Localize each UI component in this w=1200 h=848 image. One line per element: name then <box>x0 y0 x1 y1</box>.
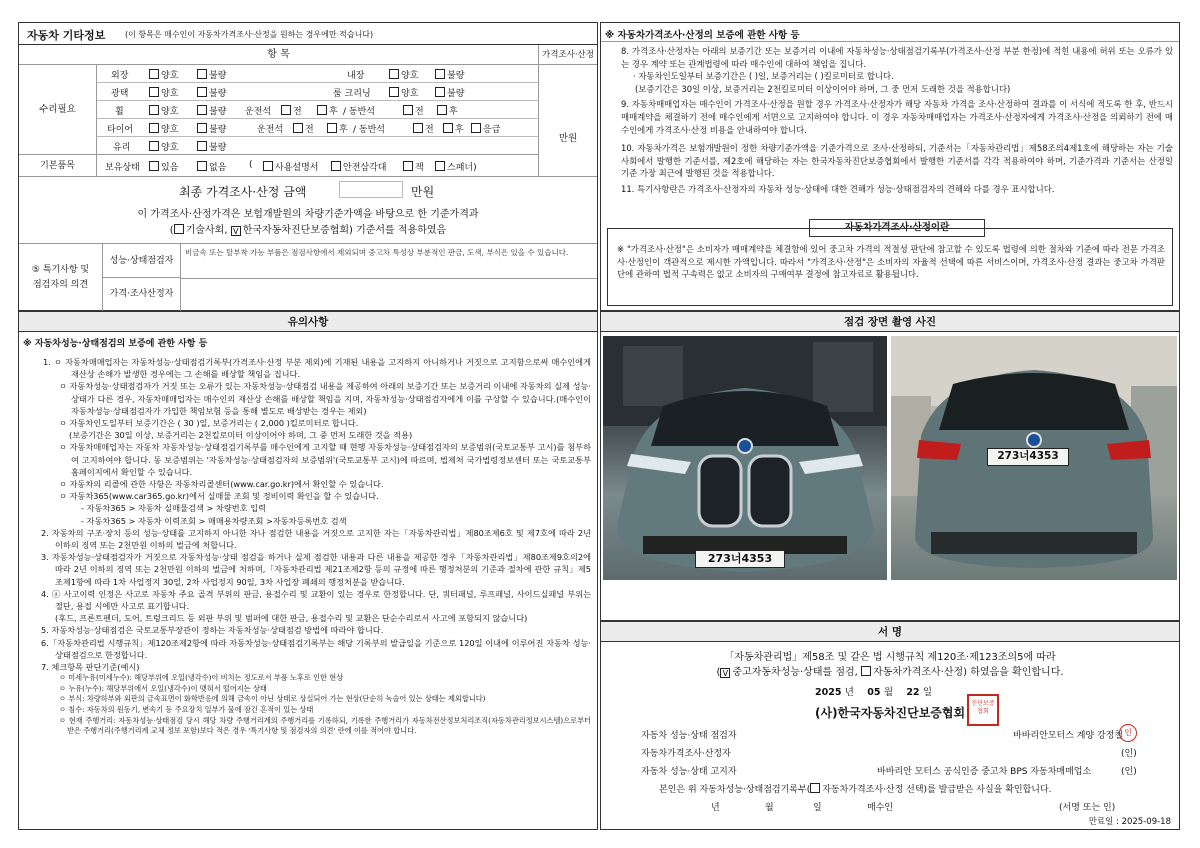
buyer-sign-or-seal: (서명 또는 인) <box>1059 803 1116 813</box>
final-price-unit: 만원 <box>411 185 435 199</box>
final-price-input[interactable] <box>339 181 403 198</box>
wheel-driver-front-checkbox[interactable] <box>281 105 291 115</box>
inspector-seal-icon: 인 <box>1119 724 1137 742</box>
other-info-section: 자동차 기타정보 (이 항목은 매수인이 자동차가격조사·산정을 원하는 경우에만 적습니다) 항 목 가격조사·산정 수리필요 외장 양호 불량 내장 양호 불량 광택 양호 불량 룸 크리닝 양호 불량 휠 양호 불량 운전석 전 후 / 동반석 전 후 타이어 양호 불량 운전석 전 후 / 동반석 전 후 응급 유리 양호 불량 기본품목 보유상태 있음 없음 ( 사용설명서 안전삼각대 잭 스패너) 만원 최종 가격조사·산정 금액 만원 이 가격조사·산정가격은 보험개발원의 차량기준가액을 바탕으로 한 기준가격과 ( 기술사회, V 한국자동차진단보증협회) 기준서를 적용하였음 ⑤ 특기사항 및 점검자의 의견 성능·상태점검자 비금속 또는 탈부착 가능 부품은 점검사항에서 제외되며 중고차 특성상 부분적인 판금, 도색, 부식은 있을 수 있습니다. 가격·조사산정자 <box>18 22 598 311</box>
rear-car-photo <box>891 336 1177 580</box>
caution-7a: ㅇ 미세누유(미세누수): 해당부위에 오일(냉각수)이 비치는 정도로서 부품 노후로 인한 현상 <box>59 673 344 683</box>
row-interior-label: 내장 <box>347 71 365 81</box>
basis-line-2-end: 기준서를 적용하였음 <box>356 225 447 236</box>
none-checkbox[interactable] <box>197 161 207 171</box>
wheel-passenger-rear-checkbox[interactable] <box>437 105 447 115</box>
glass-bad-checkbox[interactable] <box>197 141 207 151</box>
buyer-label: 매수인 <box>867 803 894 813</box>
kadga-checkbox[interactable] <box>231 226 241 236</box>
column-price: 가격조사·산정 <box>542 50 594 60</box>
signature-title: 서 명 <box>601 622 1179 642</box>
bad-label: 불량 <box>209 125 227 135</box>
front-car-illustration <box>603 336 887 580</box>
good-label: 양호 <box>161 107 179 117</box>
bad-label: 불량 <box>447 89 465 99</box>
guarantee-p8-sub1: · 자동차인도일부터 보증기간은 ( )일, 보증거리는 ( )킬로미터로 합니다. <box>633 71 894 82</box>
price-inspector-row-label: 자동차가격조사·산정자 <box>641 749 731 759</box>
photos-section <box>600 311 1180 621</box>
tire-good-checkbox[interactable] <box>149 123 159 133</box>
association-stamp <box>967 694 999 726</box>
other-info-title: 자동차 기타정보 <box>27 29 106 42</box>
confirm-line-b: 자동차가격조사·산정 선택)를 발급받은 사실을 확인합니다. <box>822 785 1052 795</box>
price-guarantee-section <box>600 22 1180 311</box>
front-label: 전 <box>293 107 302 117</box>
wheel-driver-rear-checkbox[interactable] <box>317 105 327 115</box>
signature-option-price: 자동차가격조사·산정) 하였음을 확인합니다. <box>873 667 1064 678</box>
signature-month: 05 <box>867 687 881 698</box>
signature-day-suffix: 일 <box>922 687 933 698</box>
basic-items-label: 기본품목 <box>40 161 75 171</box>
row-room-cleaning-label: 룸 크리닝 <box>333 89 371 99</box>
caution-3: 3. 자동차성능·상태점검자가 거짓으로 자동차성능·상태 점검을 하거나 실제 점검한 내용과 다른 내용을 제공한 경우「자동차관리법」제80조제9호의2에 따라 2년 이하의 징역 또는 2천만원 이하의 벌금에 처하며,「자동차관리법 제21조제2항 등의 규정에 따른 행정처분의 기준과 절차에 관한 규칙」제5조제1항에 따라 1차 사업정지 30일, 2차 사업정지 90일, 3차 사업장 폐쇄의 행정처분을 받습니다. <box>41 552 591 587</box>
wheel-bad-checkbox[interactable] <box>197 105 207 115</box>
guarantee-p9: 9. 자동차매매업자는 매수인이 가격조사·산정을 원할 경우 가격조사·산정자가 해당 자동차 가격을 조사·산정하여 결과를 이 서식에 적도록 한 후, 반드시 매매계약을 체결하기 전에 매수인에게 서면으로 고지하여야 합니다. 이 경우 자동차매매업자는 가격조사·산정자에게 가격조사·산정을 의뢰하기 전에 매수인에게 가격조사·산정 비용을 안내하여야 합니다. <box>621 99 1173 135</box>
manual-label: 사용설명서 <box>275 163 319 173</box>
good-label: 양호 <box>161 89 179 99</box>
spanner-checkbox[interactable] <box>435 161 445 171</box>
front-label: 전 <box>415 107 424 117</box>
notifier-seal: (인) <box>1121 767 1137 777</box>
repair-needed-label: 수리필요 <box>39 104 76 115</box>
rear-label: 후 <box>449 107 458 117</box>
signature-year: 2025 <box>815 687 842 698</box>
bad-label: 불량 <box>209 107 227 117</box>
buyer-date-day: 일 <box>813 803 822 813</box>
jack-label: 잭 <box>415 163 424 173</box>
bad-label: 불량 <box>209 71 227 81</box>
row-glass-label: 유리 <box>113 143 131 153</box>
front-license-plate: 273너4353 <box>695 550 785 568</box>
have-label: 있음 <box>161 163 179 173</box>
association-name: (사)한국자동차진단보증협회 <box>815 706 966 720</box>
passenger-seat-label: / 동반석 <box>353 125 385 135</box>
front-label: 전 <box>305 125 314 135</box>
tire-driver-front-checkbox[interactable] <box>293 123 303 133</box>
tire-passenger-front-checkbox[interactable] <box>413 123 423 133</box>
tire-bad-checkbox[interactable] <box>197 123 207 133</box>
caution-1c2: (보증기간은 30일 이상, 보증거리는 2천킬로미터 이상이어야 하며, 그 중 먼저 도래한 것을 적용) <box>69 430 413 441</box>
interior-good-checkbox[interactable] <box>389 69 399 79</box>
caution-subtitle: ※ 자동차성능·상태점검의 보증에 관한 사항 등 <box>23 339 208 349</box>
spanner-label: 스패너 <box>447 163 474 173</box>
manual-checkbox[interactable] <box>263 161 273 171</box>
perf-inspector-label: 성능·상태점검자 <box>109 256 174 266</box>
caution-1e: ㅇ 자동차의 리콜에 관한 사항은 자동차리콜센터(www.car.go.kr)에서 확인할 수 있습니다. <box>59 479 384 490</box>
caution-1b: ㅇ 자동차성능·상태점검자가 거짓 또는 오류가 있는 자동차성능·상태점검 내용을 제공하여 아래의 보증기간 또는 보증거리 이내에 자동차의 실제 성능·상태가 다른 경우, 자동차매매업자는 매수인의 재산상 손해를 배상할 책임을 지며, 자동차성능·상태점검자에게 이를 구상할 수 있습니다.(매수인이 자동차성능·상태점검자가 가입한 책임보험 등을 통해 별도로 배상받는 경우는 제외) <box>59 381 591 416</box>
photos-title: 점검 장면 촬영 사진 <box>601 312 1179 332</box>
caution-7: 7. 체크항목 판단기준(예시) <box>41 662 140 673</box>
caution-7c: ㅇ 부식: 차량하부와 외판의 금속표면이 화학반응에 의해 금속이 아닌 상태로 상실되어 가는 현상(단순히 녹슬어 있는 상태는 제외합니다) <box>59 694 486 704</box>
caution-6: 6.「자동차관리법 시행규칙」제120조제2항에 따라 자동차성능·상태점검기록부는 해당 기록부의 발급일을 기준으로 120일 이내에 이루어진 자동차 성능·상태점검으로 한정합니다. <box>41 637 591 660</box>
tire-emergency-checkbox[interactable] <box>471 123 481 133</box>
price-inspector-seal: (인) <box>1121 749 1137 759</box>
guarantee-p10: 10. 자동차가격은 보험개발원이 정한 차량기준가액을 기준가격으로 조사·산정하되, 기준서는「자동차관리법」제58조의4제1호에 해당하는 자는 기술사회에서 발행한 기준서를, 제2호에 해당하는 자는 한국자동차진단보증협회에서 발행한 기준서를 각각 적용하여야 하며, 기준가격과 기준서는 산정일 기준 가장 최근에 발행된 것을 적용합니다. <box>621 143 1173 179</box>
rear-label: 후 <box>339 125 348 135</box>
rear-license-plate: 273너4353 <box>987 448 1069 466</box>
room-cleaning-good-checkbox[interactable] <box>389 87 399 97</box>
tire-driver-rear-checkbox[interactable] <box>327 123 337 133</box>
triangle-label: 안전삼각대 <box>343 163 387 173</box>
possession-label: 보유상태 <box>105 163 140 173</box>
notifier-value: 바바리안 모터스 공식인증 중고차 BPS 자동차매매업소 <box>877 767 1092 777</box>
other-info-note: (이 항목은 매수인이 자동차가격조사·산정을 원하는 경우에만 적습니다) <box>125 30 374 39</box>
caution-7e: ㅇ 현재 주행거리: 자동차성능·상태점검 당시 해당 차량 주행거리계의 주행거리를 기록하되, 기록한 주행거리가 자동차전산정보처리조직(자동차관리정보시스템)으로부터 받은 주행거리(주행거리계 교체 정보 포함)보다 적은 경우 '특기사항 및 점검자의 의견' 란에 이를 적어야 합니다. <box>59 715 591 736</box>
tire-passenger-rear-checkbox[interactable] <box>443 123 453 133</box>
caution-7d: ㅇ 침수: 자동차의 원동기, 변속기 등 주요장치 일부가 물에 잠긴 흔적이 있는 상태 <box>59 705 314 715</box>
expiry-date: 만료일 : 2025-09-18 <box>1088 817 1171 827</box>
basis-option-1: 기술사회, <box>185 225 228 236</box>
guarantee-p8-sub2: (보증기간은 30일 이상, 보증거리는 2천킬로미터 이상이어야 하며, 그 중 먼저 도래한 것을 적용합니다) <box>635 83 1011 94</box>
caution-1f2: - 자동차365 > 자동차 이력조회 > 매매용차량조회 >자동차등록번호 검색 <box>81 515 347 526</box>
wheel-passenger-front-checkbox[interactable] <box>403 105 413 115</box>
row-tire-label: 타이어 <box>107 125 134 135</box>
none-label: 없음 <box>209 163 227 173</box>
good-label: 양호 <box>161 125 179 135</box>
basis-line-1: 이 가격조사·산정가격은 보험개발원의 차량기준가액을 바탕으로 한 기준가격과 <box>137 209 479 220</box>
good-label: 양호 <box>401 71 419 81</box>
driver-seat-label: 운전석 <box>245 107 272 117</box>
price-guarantee-title: ※ 자동차가격조사·산정의 보증에 관한 사항 등 <box>605 30 800 41</box>
good-label: 양호 <box>401 89 419 99</box>
caution-2: 2. 자동차의 구조·장치 등의 성능·상태를 고지하지 아니한 자나 점검한 내용을 거짓으로 고지한 자는「자동차관리법」제80조제6호 및 제7호에 따라 2년 이하의 징역 또는 2천만원 이하의 벌금에 처합니다. <box>41 527 591 551</box>
notifier-label: 자동차 성능·상태 고지자 <box>641 767 737 777</box>
price-box-text: ※ "가격조사·산정"은 소비자가 매매계약을 체결함에 있어 중고차 가격의 적절성 판단에 참고할 수 있도록 법령에 의한 절차와 기준에 따라 전문 가격조사·산정인이 객관적으로 제시한 가액입니다. 따라서 "가격조사·산정"은 소비자의 자율적 선택에 따른 서비스이며, 가격조사·산정 결과는 중고차 가격판단에 관하여 법적 구속력은 없고 소비자의 구매여부 결정에 참고자료로 활용됩니다. <box>617 244 1165 280</box>
triangle-checkbox[interactable] <box>331 161 341 171</box>
caution-title: 유의사항 <box>19 312 597 332</box>
glass-good-checkbox[interactable] <box>149 141 159 151</box>
wheel-good-checkbox[interactable] <box>149 105 159 115</box>
caution-1d: ㅇ 자동차매매업자는 자동차 자동차성능·상태점검기록부를 매수인에게 고지할 때 현행 자동차성능·상태점검자의 보증범위(국토교통부 고시)를 첨부하여 고지하여야 합니다. 동 보증범위는 '자동차성능·상태점검자의 보증범위'(국토교통부 고시)에 따르며, 법제처 국가법령정보센터 또는 국토교통부 홈페이지에서 확인할 수 있습니다. <box>59 442 591 477</box>
buyer-price-checkbox[interactable] <box>810 783 820 793</box>
exterior-good-checkbox[interactable] <box>149 69 159 79</box>
room-cleaning-bad-checkbox[interactable] <box>435 87 445 97</box>
passenger-seat-label: / 동반석 <box>343 107 375 117</box>
price-check-checkbox[interactable] <box>861 666 871 676</box>
association-stamp-text: 진단보증협회 <box>971 700 995 715</box>
confirm-line-a: 본인은 위 자동차성능·상태점검기록부( <box>659 785 811 795</box>
front-car-photo <box>603 336 887 580</box>
caution-7b: ㅇ 누유(누수): 해당부위에서 오일(냉각수)이 맺혀서 떨어지는 상태 <box>59 683 267 693</box>
gloss-good-checkbox[interactable] <box>149 87 159 97</box>
caution-1: 1. ㅇ 자동차매매업자는 자동차성능·상태점검기록부(가격조사·산정 부분 제외)에 기재된 내용을 고지하지 아니하거나 거짓으로 고지함으로써 매수인에게 재산상 손해가 발생한 경우에는 그 손해를 배상할 책임을 집니다. <box>43 357 591 380</box>
front-label: 전 <box>425 125 434 135</box>
inspector-value: 바바리안모터스 계양 강정철 <box>1013 731 1124 741</box>
bad-label: 불량 <box>209 89 227 99</box>
perf-inspector-text: 비금속 또는 탈부착 가능 부품은 점검사항에서 제외되며 중고차 특성상 부분적인 판금, 도색, 부식은 있을 수 있습니다. <box>185 248 569 257</box>
rear-label: 후 <box>329 107 338 117</box>
technical-society-checkbox[interactable] <box>174 224 184 234</box>
special-label-2: 점검자의 의견 <box>32 280 89 290</box>
caution-4: 4. ⓐ 사고이력 인정은 사고로 자동차 주요 골격 부위의 판금, 용접수리 및 교환이 있는 경우로 한정합니다. 단, 쿼터패널, 루프패널, 사이드실패널 부위는 절단, 용접 시에만 사고로 표기합니다. <box>41 588 591 612</box>
caution-section <box>18 311 598 830</box>
perf-check-checkbox[interactable] <box>720 668 730 678</box>
inspector-label: 자동차 성능·상태 점검자 <box>641 731 737 741</box>
caution-1c: ㅇ 자동차인도일부터 보증기간은 ( 30 )일, 보증거리는 ( 2,000 )킬로미터로 합니다. <box>59 418 359 429</box>
basis-option-2: 한국자동차진단보증협회 <box>242 225 349 236</box>
price-inspector-label: 가격·조사산정자 <box>109 289 174 299</box>
good-label: 양호 <box>161 143 179 153</box>
caution-1f1: - 자동차365 > 자동차 실매물검색 > 차량번호 입력 <box>81 503 266 514</box>
signature-law-line: 「자동차관리법」제58조 및 같은 법 시행규칙 제120조·제123조의5에 따라 <box>724 652 1056 663</box>
row-wheel-label: 휠 <box>115 107 124 117</box>
gloss-bad-checkbox[interactable] <box>197 87 207 97</box>
price-unit: 만원 <box>558 133 578 144</box>
price-box-title: 자동차가격조사·산정이란 <box>809 219 985 237</box>
row-gloss-label: 광택 <box>111 89 129 99</box>
emergency-label: 응급 <box>483 125 501 135</box>
jack-checkbox[interactable] <box>403 161 413 171</box>
signature-option-perf: 중고자동차성능·상태를 점검, <box>732 667 858 678</box>
bad-label: 불량 <box>209 143 227 153</box>
row-exterior-label: 외장 <box>111 71 129 81</box>
signature-year-suffix: 년 <box>844 687 854 698</box>
final-price-label: 최종 가격조사·산정 금액 <box>179 185 307 199</box>
exterior-bad-checkbox[interactable] <box>197 69 207 79</box>
buyer-date-month: 월 <box>765 803 774 813</box>
bad-label: 불량 <box>447 71 465 81</box>
rear-label: 후 <box>455 125 464 135</box>
guarantee-p8: 8. 가격조사·산정자는 아래의 보증기간 또는 보증거리 이내에 자동차성능·상태점검기록부(가격조사·산정 부분 한정)에 적힌 내용에 허위 또는 오류가 있는 경우 계약 또는 관계법령에 따라 매수인에 대하여 책임을 집니다. <box>621 46 1173 69</box>
good-label: 양호 <box>161 71 179 81</box>
special-label-1: ⑤ 특기사항 및 <box>31 265 90 275</box>
signature-day: 22 <box>906 687 920 698</box>
signature-month-suffix: 월 <box>883 687 893 698</box>
buyer-date-year: 년 <box>711 803 720 813</box>
column-item: 항 목 <box>267 49 290 60</box>
caution-5: 5. 자동차성능·상태점검은 국토교통부장관이 정하는 자동차성능·상태점검 방법에 따라야 합니다. <box>41 625 384 636</box>
driver-seat-label: 운전석 <box>257 125 284 135</box>
have-checkbox[interactable] <box>149 161 159 171</box>
signature-section: 서 명 「자동차관리법」제58조 및 같은 법 시행규칙 제120조·제123조의5에 따라 (V 중고자동차성능·상태를 점검, 자동차가격조사·산정) 하였음을 확인합니다. 2025 년 05 월 22 일 (사)한국자동차진단보증협회 진단보증협회 자동차 성능·상태 점검자 바바리안모터스 계양 강정철 인 자동차가격조사·산정자 (인) 자동차 성능·상태 고지자 바바리안 모터스 공식인증 중고차 BPS 자동차매매업소 (인) 본인은 위 자동차성능·상태점검기록부( 자동차가격조사·산정 선택)를 발급받은 사실을 확인합니다. 년 월 일 매수인 (서명 또는 인) 만료일 : 2025-09-18 <box>600 621 1180 830</box>
caution-1f: ㅇ 자동차365(www.car365.go.kr)에서 실매물 조회 및 정비이력 확인을 할 수 있습니다. <box>59 491 379 502</box>
interior-bad-checkbox[interactable] <box>435 69 445 79</box>
caution-4b: (후드, 프론트펜더, 도어, 트렁크리드 등 외판 부위 및 범퍼에 대한 판금, 용접수리 및 교환은 단순수리로서 사고에 포함되지 않습니다) <box>55 613 528 624</box>
guarantee-p11: 11. 특기사항란은 가격조사·산정자의 자동차 성능·상태에 대한 견해가 성능·상태점검자의 견해와 다를 경우 표시합니다. <box>621 183 1055 194</box>
